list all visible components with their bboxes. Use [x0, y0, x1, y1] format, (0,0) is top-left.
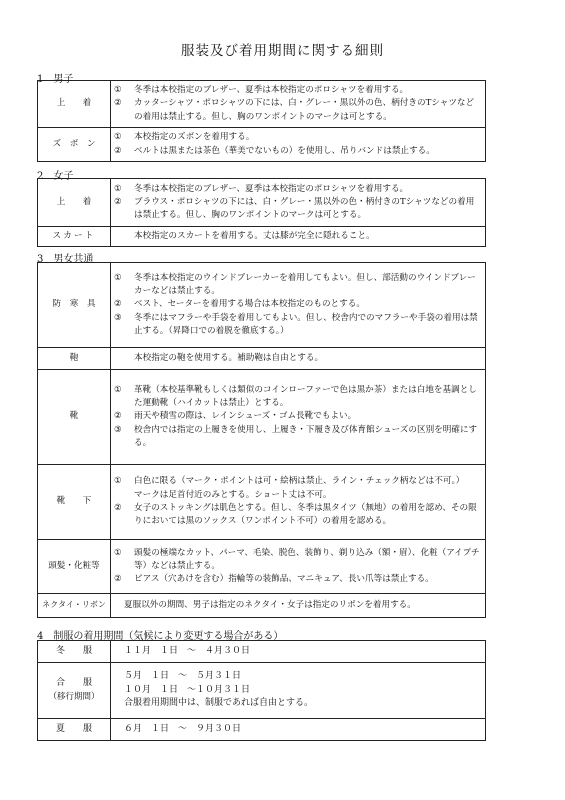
hair-rules [111, 540, 486, 594]
item-text: 革靴（本校基準靴もしくは類似のコインローファーで色は黒か茶）または白地を基調とした運動靴（ハイカットは禁止）とする。 [134, 384, 477, 409]
page-title: 服装及び着用期間に関する細則 [181, 43, 384, 59]
item-number: ② [114, 98, 122, 109]
winter-period [111, 641, 486, 663]
bag-row [38, 348, 486, 370]
rule-item [114, 547, 482, 574]
summer-row [38, 719, 486, 741]
rule-item [114, 475, 482, 488]
female-jacket-row [38, 179, 486, 227]
item-text: 校舎内では指定の上履きを使用し、上履き・下履き及び体育館シューズの区別を明確にする。 [134, 424, 478, 448]
tie-label: ネクタイ・リボン [38, 594, 111, 618]
female-skirt-rules [111, 227, 486, 247]
transition-label-main: 合 服 [55, 677, 92, 688]
rule-item [114, 384, 482, 411]
item-text: カッターシャツ・ポロシャツの下には、白・グレー・黒以外の色、柄付きのTシャツなどの着用は禁止する。但し、胸のワンポイントのマークは可とする。 [134, 98, 475, 122]
period-text: ５月 １日 ～ ５月３１日 [124, 670, 242, 681]
rule-text: 本校指定の鞄を使用する。補助鞄は自由とする。 [134, 352, 324, 363]
item-text: 冬季は本校指定のブレザー、夏季は本校指定のポロシャツを着用する。 [134, 183, 409, 194]
common-rules-table [37, 262, 486, 618]
male-rules-table [37, 80, 486, 162]
rule-item [114, 272, 482, 299]
item-number: ② [114, 411, 122, 422]
socks-rules [111, 465, 486, 540]
shoes-row [38, 370, 486, 465]
tie-rules [111, 594, 486, 618]
tie-row [38, 594, 486, 618]
male-jacket-label: 上 着 [38, 81, 111, 128]
rule-item [114, 410, 482, 423]
shoes-rules [111, 370, 486, 465]
rule-item [114, 145, 482, 158]
item-number: ① [114, 272, 122, 283]
item-number: ① [114, 85, 122, 96]
period-text: １１月 １日 ～ ４月３０日 [124, 645, 251, 656]
rule-item [114, 97, 482, 124]
socks-label: 靴 下 [38, 465, 111, 540]
skirt-label-text: スカート [52, 230, 96, 241]
female-jacket-rules [111, 179, 486, 227]
transition-label [38, 663, 111, 719]
transition-period [111, 663, 486, 719]
item-number: ③ [114, 424, 122, 435]
cold-gear-rules [111, 263, 486, 348]
uniform-period-table [37, 640, 486, 741]
item-number: ② [114, 299, 122, 310]
rule-text: 夏服以外の期間、男子は指定のネクタイ・女子は指定のリボンを着用する。 [124, 599, 416, 610]
item-text: 冬季は本校指定のウインドブレーカーを着用してもよい。但し、部活動のウインドブレーカーなどは禁止する。 [134, 272, 476, 297]
item-text: 冬季は本校指定のブレザー、夏季は本校指定のポロシャツを着用する。 [134, 85, 409, 96]
male-pants-label: ズ ボ ン [38, 128, 111, 162]
female-rules-table [37, 178, 486, 247]
rule-item [114, 84, 482, 97]
section-heading-male: 1 男子 [37, 74, 74, 85]
item-number: ① [114, 183, 122, 194]
male-pants-row [38, 128, 486, 162]
item-number: ③ [114, 312, 122, 323]
bag-label: 鞄 [38, 348, 111, 370]
hair-label: 頭髪・化粧等 [38, 540, 111, 594]
rule-item [114, 573, 482, 586]
male-jacket-rules [111, 81, 486, 128]
shoes-label: 靴 [38, 370, 111, 465]
item-number: ② [114, 196, 122, 207]
item-number: ② [114, 145, 122, 156]
item-number: ① [114, 132, 122, 143]
rule-item [114, 298, 482, 311]
item-text: 雨天や積雪の際は、レインシューズ・ゴム長靴でもよい。 [134, 411, 357, 422]
item-number: ② [114, 503, 122, 513]
item-text: 頭髪の極端なカット、パーマ、毛染、脱色、装飾り、剃り込み（額・眉）、化粧（アイプチ等）などは禁止する。 [134, 547, 480, 571]
cold-gear-label: 防 寒 具 [38, 263, 111, 348]
bag-rules [111, 348, 486, 370]
female-jacket-label: 上 着 [38, 179, 111, 227]
rule-item [114, 196, 482, 223]
section-heading-female: 2 女子 [37, 171, 74, 182]
summer-period [111, 719, 486, 741]
item-number: ① [114, 384, 122, 395]
rule-item [114, 131, 482, 144]
item-number: ① [114, 547, 122, 558]
item-text: ピアス（穴あけを含む）指輪等の装飾品、マニキュア、長い爪等は禁止する。 [134, 574, 434, 585]
male-jacket-row [38, 81, 486, 128]
rule-text: 本校指定のスカートを着用する。丈は膝が完全に隠れること。 [134, 230, 375, 241]
item-text: 冬季にはマフラーや手袋を着用してもよい。但し、校舎内でのマフラーや手袋の着用は禁止する。（昇降口での着脱を徹底する。） [134, 312, 478, 336]
female-skirt-label [38, 227, 111, 247]
winter-label: 冬 服 [38, 641, 111, 663]
rule-item [114, 183, 482, 196]
item-text: 本校指定のズボンを着用する。 [134, 132, 255, 143]
rule-item [114, 489, 482, 502]
male-pants-rules [111, 128, 486, 162]
winter-row [38, 641, 486, 663]
section-heading-periods: 4 制服の着用期間（気候により変更する場合がある） [37, 631, 284, 642]
item-text: ブラウス・ポロシャツの下には、白・グレー・黒以外の色・柄付きのTシャツなどの着用は禁止する。但し、胸のワンポイントのマークは可とする。 [134, 196, 475, 221]
period-text: ６月 １日 ～ ９月３０日 [124, 723, 242, 734]
transition-row [38, 663, 486, 719]
summer-label: 夏 服 [38, 719, 111, 741]
rule-item [114, 502, 482, 529]
female-skirt-row [38, 227, 486, 247]
period-text: １０月 １日 ～１０月３１日 [124, 684, 251, 695]
item-text: マークは足首付近のみとする。ショート丈は不可。 [134, 489, 332, 500]
item-text: 女子のストッキングは肌色とする。但し、冬季は黒タイツ（無地）の着用を認め、その限りにおいては黒のソックス（ワンポイント不可）の着用を認める。 [134, 503, 477, 527]
item-number: ② [114, 574, 122, 585]
period-note: 合服着用期間中は、制服であれば自由とする。 [124, 698, 314, 709]
section-heading-common: 3 男女共通 [37, 254, 94, 265]
item-number: ① [114, 476, 122, 487]
cold-gear-row [38, 263, 486, 348]
item-text: ベスト、セーターを着用する場合は本校指定のものとする。 [134, 299, 365, 310]
transition-label-sub: （移行期間） [48, 691, 100, 702]
rule-item [114, 312, 482, 339]
item-text: ベルトは黒または茶色（華美でないもの）を使用し、吊りバンドは禁止する。 [134, 145, 435, 156]
rule-item [114, 424, 482, 451]
item-text: 白色に限る（マーク・ポイントは可・絵柄は禁止、ライン・チェック柄などは不可。） [134, 476, 465, 487]
hair-row [38, 540, 486, 594]
socks-row [38, 465, 486, 540]
